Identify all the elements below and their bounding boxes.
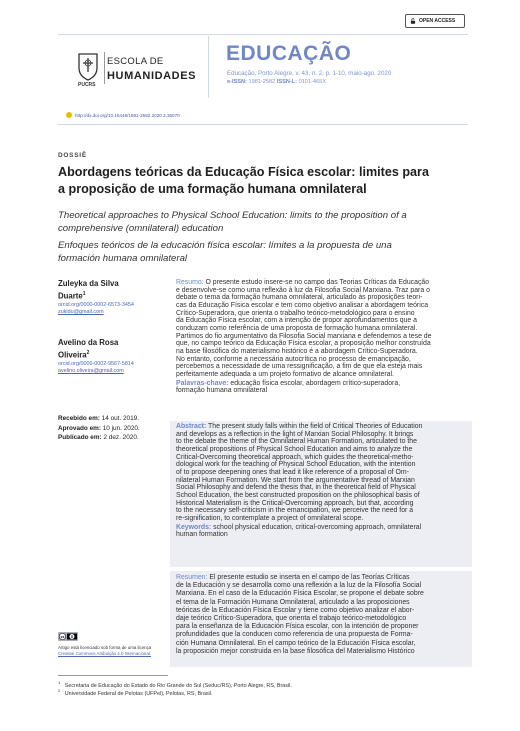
resumo-block	[176, 279, 472, 395]
footnote-divider	[58, 675, 168, 676]
abstract-block	[176, 423, 472, 539]
resumo-line: percebemos a necessidade de uma ressignificação, a fim de que ela esteja mais	[176, 363, 423, 371]
resumo-line: Partimos do fio argumentativo da Filosofia Social marxiana e defendemos a tese de	[176, 332, 432, 340]
school-name-line2: HUMANIDADES	[107, 70, 197, 82]
doi-row	[66, 112, 180, 118]
abstract-line: Critical-Overcoming theoretical approach, which guides the theoretical-metho-	[176, 453, 414, 461]
resumen-text	[176, 574, 472, 656]
license-link[interactable]: Creative Commons Atribuição 4.0 Internacional.	[58, 651, 151, 656]
abstract-line: of to propose deepening ones that lead it like reference of a proposal of Om-	[176, 468, 409, 476]
abstract-line: to the necessary self-criticism in the emancipation, we perceive the need for a	[176, 507, 414, 515]
doi-link[interactable]: http://dx.doi.org/10.15448/1981-2582.2020.2.35070	[75, 112, 180, 118]
resumo-line: cas da Educação Física escolar e tem como objetivo analisar a abordagem teórica	[176, 301, 429, 309]
open-access-badge	[405, 14, 465, 28]
abstract-line: dological work for the teaching of Physical School Education, with the intention	[176, 461, 416, 469]
abstract-line: and develops as a reflection in the light of Marxian Social Philosophy. It brings	[176, 430, 414, 438]
license-text: Artigo está licenciado sob forma de uma licença Creative Commons Atribuição 4.0 Internacional.	[58, 645, 152, 656]
orcid-link[interactable]: orcid.org/0000-0002-6573-3454	[58, 301, 134, 308]
resumo-line: e desenvolve-se como uma reflexão à luz da Filosofia Social Marxiana. Traz para o	[176, 286, 430, 294]
footnote-2: $^2$ Universidade Federal de Pelotas (UFPel), Pelotas, RS, Brasil.	[58, 688, 213, 697]
resumen-line: profundidades que la conducen como referencia de una propuesta de Forma-	[176, 631, 413, 639]
open-lock-icon	[410, 18, 416, 24]
abstract-line: Historical Materialism is the Critical-Overcoming approach, but that, according	[176, 499, 414, 507]
resumen-line: Marxiana. En el caso de la Educación Física Escolar, se propone el debate sobre	[176, 590, 424, 598]
logo-divider	[104, 52, 105, 84]
abstract-text	[176, 423, 472, 523]
title-spanish: Enfoques teóricos de la educación física escolar: límites a la propuesta de una formación humana omnilateral	[58, 240, 392, 264]
abstract-line: Abstract: The present study falls within the field of Critical Theories of Education	[176, 423, 423, 430]
header-vertical-divider	[208, 36, 209, 98]
abstract-line: theoretical propositions of Physical School Education and aims to analyze the	[176, 445, 413, 453]
resumo-line: No entanto, conforme a necessária autocrítica no processo de emancipação,	[176, 355, 411, 363]
resumen-line: Resumen: El presente estudio se inserta en el campo de las Teorías Críticas	[176, 574, 410, 581]
pucrs-logo	[76, 52, 100, 82]
article-title: Abordagens teóricas da Educação Física escolar: limites para a proposição de uma formação humana omnilateral	[58, 165, 429, 196]
open-access-label: OPEN ACCESS	[419, 18, 456, 24]
resumen-line: para la enseñanza de la Educación Física escolar, con la intención de proponer	[176, 623, 419, 631]
resumo-line: Resumo: O presente estudo insere-se no campo das Teorias Críticas da Educação	[176, 279, 430, 286]
abstract-line: to the debate the theme of the Omnilateral Human Formation, articulated to the	[176, 438, 417, 446]
resumen-block	[176, 574, 472, 656]
abstract-keywords: Keywords: school physical education, critical-overcoming approach, omnilateral human formation	[176, 523, 422, 539]
resumo-line: que, no campo teórico da Educação Física escolar, a proposição melhor construída	[176, 340, 431, 348]
email-link[interactable]: zukidu@gmail.com	[58, 309, 104, 316]
article-dates: Recebido em: 14 out. 2019. Aprovado em: 10 jun. 2020. Publicado em: 2 dez. 2020.	[58, 415, 140, 442]
footnote-1: $^1$ Secretaria de Educação do Estado do Rio Grande do Sul (Seduc/RS), Porto Alegre, RS, Brasil.	[58, 680, 292, 689]
resumen-line: de la Educación y se desarrolla como una reflexión a la luz de la Filosofía Social	[176, 582, 422, 590]
resumen-line: daje teórico Crítico-Superadora, que orienta el trabajo teórico-metodológico	[176, 615, 407, 623]
resumo-keywords: Palavras-chave: educação física escolar, abordagem crítico-superadora, formação humana omnilateral	[176, 379, 401, 395]
journal-citation: Educação, Porto Alegre, v. 43, n. 2, p. 1-10, maio-ago. 2020	[227, 70, 392, 77]
header-divider	[58, 34, 468, 35]
abstract-line: School Education, the best constructed proposition on the philosophical basis of	[176, 491, 420, 499]
resumo-line: perfeitamente adequada a um projeto formativo de alcance omnilateral.	[176, 370, 394, 378]
title-english: Theoretical approaches to Physical School Education: limits to the proposition of a comprehensive (omnilateral) education	[58, 210, 407, 234]
abstract-line: nilateral Human Formation. We start from the argumentative thread of Marxian	[176, 476, 415, 484]
resumo-line: da Educação Física escolar, com a intenção de propor aprofundamentos que a	[176, 317, 417, 325]
journal-title: EDUCAÇÃO	[226, 42, 352, 65]
orcid-link[interactable]: orcid.org/0000-0002-9567-5814	[58, 360, 134, 367]
resumo-line: na base filosófica do materialismo histórico é a abordagem Crítico-Superadora.	[176, 347, 418, 355]
logo-caption: PUCRS	[78, 82, 96, 88]
author-2: Avelino da Rosa Oliveira$^2$ orcid.org/0000-0002-9567-5814 avelino.oliveira@gmail.com	[58, 337, 168, 376]
resumen-line: teóricas de la Educación Física Escolar y tiene como objetivo analizar el abor-	[176, 606, 415, 614]
resumo-line: Crítico-Superadora, que orienta o trabalho teórico-metodológico para o ensino	[176, 309, 415, 317]
doi-divider	[58, 124, 468, 125]
abstract-line: Social Philosophy and defend the thesis that, in the theoretical field of Physical	[176, 484, 416, 492]
school-name-line1: ESCOLA DE	[107, 56, 164, 67]
abstract-line: re-signification, to contemplate a project of omnilateral scope.	[176, 514, 364, 522]
doi-icon	[66, 112, 72, 118]
creative-commons-icon	[58, 632, 78, 641]
resumo-line: conduzam como referência de uma proposta de formação humana omnilateral.	[176, 324, 418, 332]
svg-text:cc: cc	[60, 634, 65, 639]
resumen-line: el tema de la Formación Humana Omnilateral, articulado a las proposiciones	[176, 598, 410, 606]
resumen-line: la proposición mejor construida en la base filosófica del Materialismo Histórico	[176, 647, 415, 655]
email-link[interactable]: avelino.oliveira@gmail.com	[58, 368, 124, 375]
section-label: DOSSIÊ	[58, 152, 87, 159]
journal-issn: e-ISSN: 1981-2582 ISSN-L: 0101-465X	[227, 79, 326, 85]
resumo-text	[176, 279, 472, 379]
resumo-line: debate o tema da formação humana omnilateral, articulado às proposições teori-	[176, 294, 423, 302]
resumen-line: ción Humana Omnilateral. En el campo teórico de la Educación Física escolar,	[176, 639, 416, 647]
author-1: Zuleyka da Silva Duarte$^1$ orcid.org/0000-0002-6573-3454 zukidu@gmail.com	[58, 278, 168, 317]
